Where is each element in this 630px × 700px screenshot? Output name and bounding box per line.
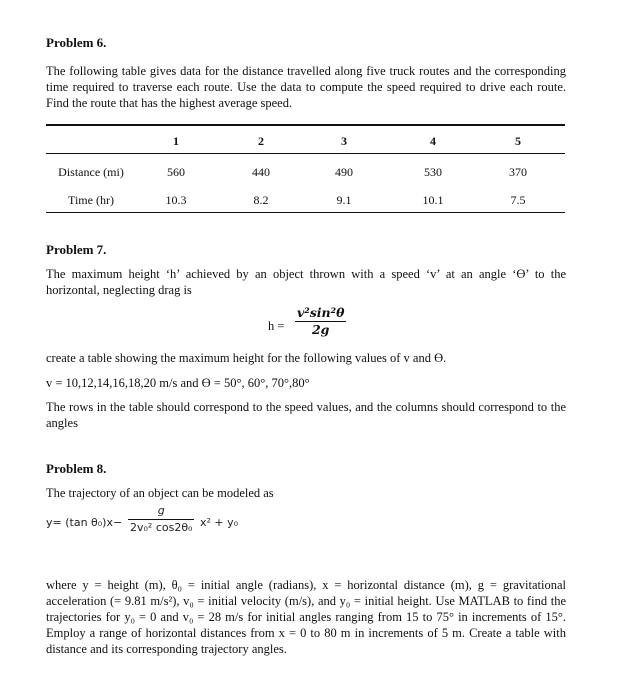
problem-7-heading: Problem 7. — [46, 242, 107, 257]
row-label: Time (hr) — [68, 193, 114, 207]
height-formula-denominator: 2g — [311, 322, 330, 337]
problem-8-text: where y = height (m), θ₀ = initial angle (radians), x = horizontal distance (m), g = gravitational acceleration (= 9.81 m/s²), v₀ = initial velocity (m/s), and y₀ = initial height. Use MATLAB to find the trajectories for y₀ = 0 and v₀ = 28 m/s for initial angles ranging from 15 to 75° in increments of 15°. Employ a range of horizontal distances from x = 0 to 80 m in increments of 5 m. Create a table with distance and its corresponding trajectory angles. — [46, 578, 566, 656]
trajectory-formula-lhs: y= (tan θ₀)x− — [46, 516, 123, 529]
problem-8-intro: The trajectory of an object can be modeled as — [46, 486, 274, 500]
table-cell: 530 — [424, 165, 442, 179]
problem-7-line-3: The rows in the table should correspond to the speed values, and the columns should correspond to the angles — [46, 400, 566, 430]
table-cell: 560 — [167, 165, 185, 179]
trajectory-formula-fraction — [128, 503, 194, 536]
table-cell: 7.5 — [510, 193, 526, 207]
trajectory-formula-denominator: 2v₀² cos2θ₀ — [130, 521, 193, 534]
trajectory-formula-rhs: x² + y₀ — [200, 516, 239, 529]
height-formula-numerator: v²sin²θ — [297, 305, 345, 320]
table-header-cell: 2 — [258, 134, 264, 148]
problem-7-line-1: create a table showing the maximum height for the following values of v and ϴ. — [46, 351, 447, 365]
height-formula-lhs: h = — [268, 319, 285, 333]
problem-7-line-2: v = 10,12,14,16,18,20 m/s and ϴ = 50°, 60°, 70°,80° — [46, 376, 310, 390]
row-label: Distance (mi) — [58, 165, 124, 179]
table-top-rule — [46, 124, 565, 126]
table-header-row — [46, 133, 565, 159]
table-cell: 440 — [252, 165, 270, 179]
table-row — [46, 164, 565, 190]
problem-6-heading: Problem 6. — [46, 35, 107, 50]
height-formula-fraction — [295, 305, 346, 338]
table-cell: 490 — [335, 165, 353, 179]
table-cell: 10.1 — [422, 193, 444, 207]
table-header-cell: 3 — [341, 134, 347, 148]
problem-7-intro: The maximum height ‘h’ achieved by an object thrown with a speed ‘v’ at an angle ‘ϴ’ to the horizontal, neglecting drag is — [46, 267, 566, 297]
trajectory-formula-numerator: g — [157, 504, 165, 517]
problem-8-heading: Problem 8. — [46, 461, 107, 476]
table-header-cell: 4 — [430, 134, 436, 148]
table-cell: 10.3 — [165, 193, 187, 207]
table-row — [46, 192, 565, 218]
table-cell: 9.1 — [336, 193, 352, 207]
table-header-cell: 5 — [515, 134, 521, 148]
table-cell: 370 — [509, 165, 527, 179]
problem-6-text: The following table gives data for the distance travelled along five truck routes and the corresponding time required to traverse each route. Use the data to compute the speed required to drive each route. Find the route that has the highest average speed. — [46, 64, 566, 110]
table-cell: 8.2 — [253, 193, 269, 207]
table-header-cell: 1 — [173, 134, 179, 148]
